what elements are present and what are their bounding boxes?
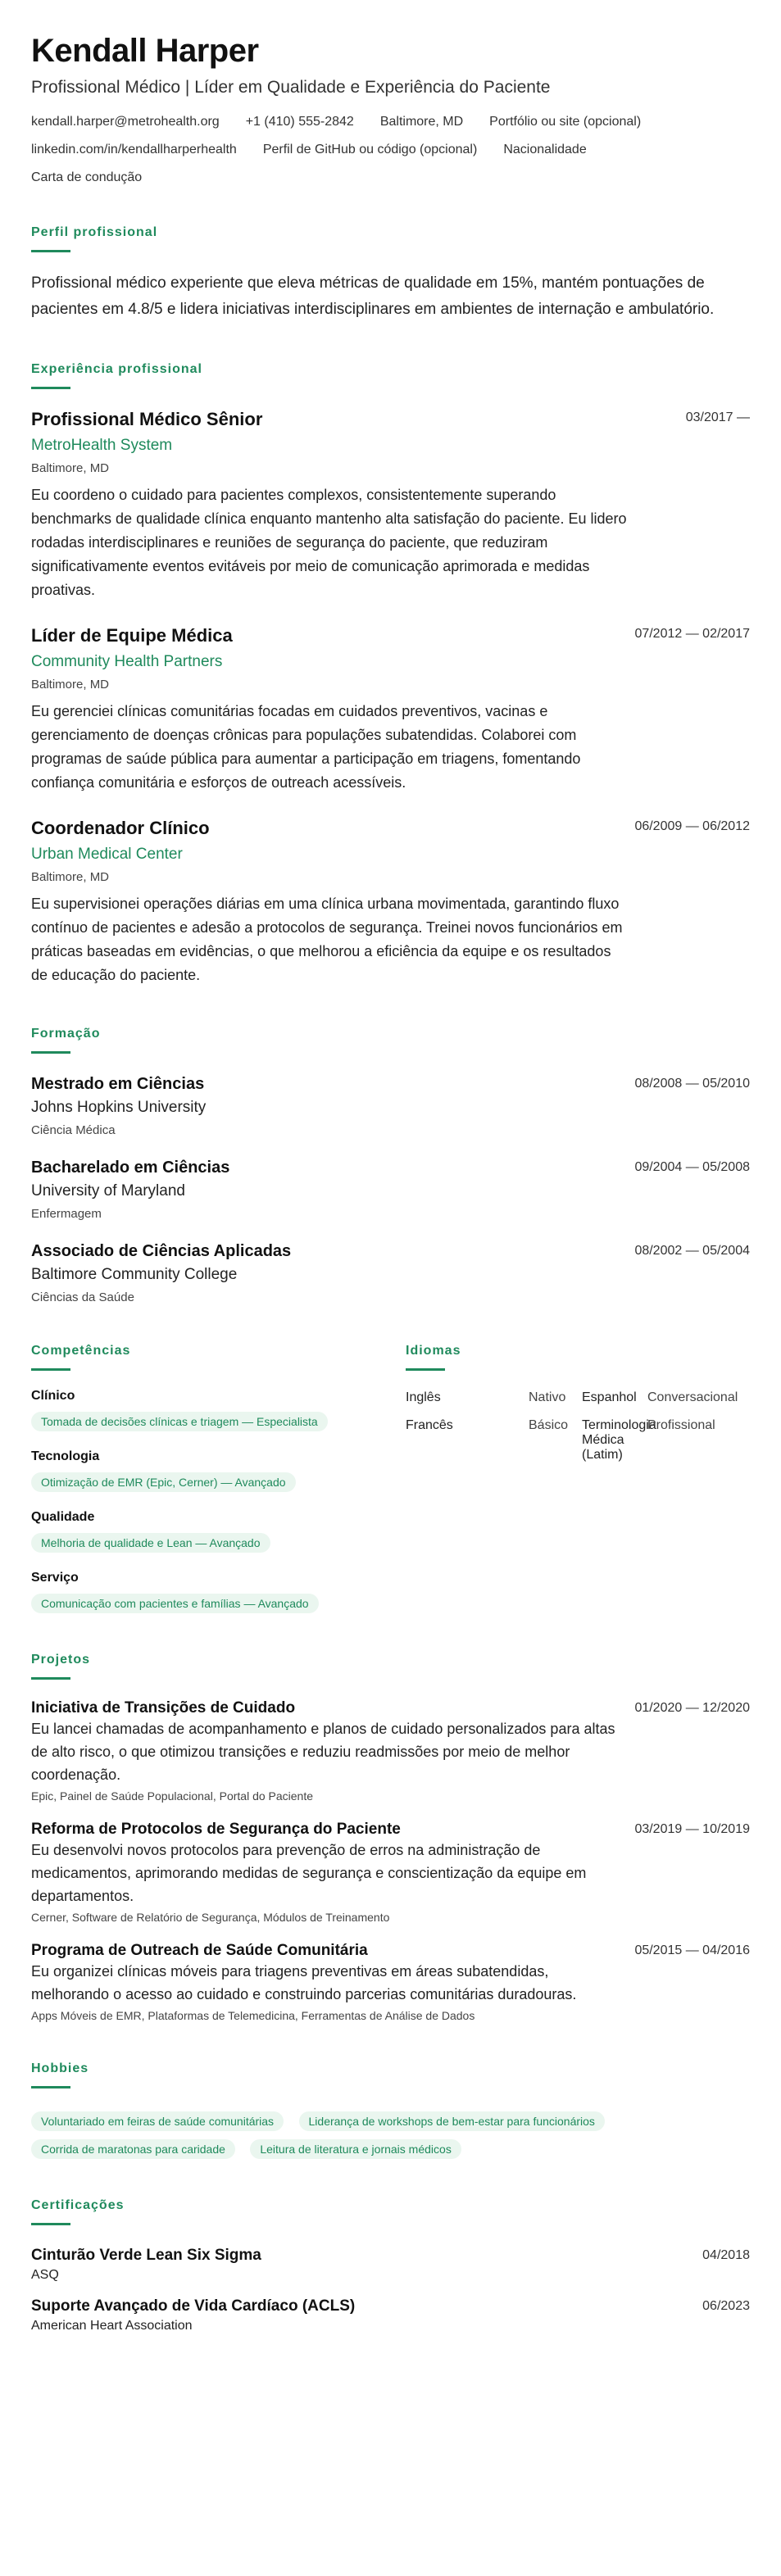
education-date: 09/2004 — 05/2008: [634, 1159, 750, 1174]
education-entry: [31, 1242, 750, 1304]
skill-group: [31, 1571, 406, 1613]
skill-tag: Melhoria de qualidade e Lean — Avançado: [31, 1533, 270, 1553]
skill-tag: Tomada de decisões clínicas e triagem — Especialista: [31, 1412, 328, 1431]
job-description: Eu supervisionei operações diárias em uma clínica urbana movimentada, garantindo fluxo contínuo de pacientes e adesão a protocolos de segurança. Treinei novos funcionários em práticas baseadas em evidências, o que melhorou a eficiência da equipe e os resultados de educação do paciente.: [31, 895, 623, 983]
project-entry: [31, 1699, 750, 1803]
education-entry: [31, 1075, 750, 1137]
job-location: Baltimore, MD: [31, 460, 110, 475]
section-title-education: Formação: [31, 1027, 100, 1054]
school-name: University of Maryland: [31, 1181, 185, 1200]
project-technologies: Epic, Painel de Saúde Populacional, Portal do Paciente: [31, 1789, 314, 1803]
job-title: Coordenador Clínico: [31, 817, 210, 838]
education-date: 08/2002 — 05/2004: [634, 1243, 750, 1258]
job-location: Baltimore, MD: [31, 869, 110, 884]
company-name: Community Health Partners: [31, 652, 223, 670]
skills-section: [31, 1304, 406, 1613]
contact-portfolio[interactable]: Portfólio ou site (opcional): [489, 114, 642, 129]
skill-category: Clínico: [31, 1388, 75, 1403]
contact-nationality: Nacionalidade: [503, 142, 587, 156]
languages-list: [406, 1390, 750, 1463]
contact-location: Baltimore, MD: [379, 114, 464, 129]
contact-email[interactable]: kendall.harper@metrohealth.org: [31, 114, 220, 129]
project-date: 05/2015 — 04/2016: [634, 1943, 750, 1957]
skill-category: Tecnologia: [31, 1449, 100, 1463]
language-level: Nativo: [529, 1390, 566, 1404]
languages-section: [406, 1304, 750, 1613]
contact-phone[interactable]: +1 (410) 555-2842: [245, 114, 354, 129]
certification-date: 06/2023: [702, 2298, 750, 2313]
section-title-profile: Perfil profissional: [31, 225, 157, 252]
certification-date: 04/2018: [702, 2247, 750, 2262]
section-title-experience: Experiência profissional: [31, 362, 202, 389]
language-name: Espanhol: [582, 1390, 637, 1404]
section-title-hobbies: Hobbies: [31, 2061, 89, 2088]
degree-title: Mestrado em Ciências: [31, 1074, 205, 1093]
education-entry: [31, 1159, 750, 1221]
job-description: Eu gerenciei clínicas comunitárias focadas em cuidados preventivos, vacinas e gerenciamento de doenças crônicas para populações subatendidas. Colaborei com programas de saúde pública para aumentar a participação em triagens, fomentando confiança comunitária e esforços de outreach acessíveis.: [31, 702, 581, 791]
skills-languages-row: [31, 1304, 750, 1613]
candidate-headline: Profissional Médico | Líder em Qualidade e Experiência do Paciente: [31, 77, 551, 97]
language-level: Profissional: [647, 1417, 715, 1432]
experience-section: [31, 323, 750, 987]
experience-entry: [31, 625, 750, 795]
certification-title: Suporte Avançado de Vida Cardíaco (ACLS): [31, 2297, 356, 2315]
certification-entry: [31, 2247, 750, 2283]
school-name: Johns Hopkins University: [31, 1098, 207, 1116]
hobbies-section: [31, 2022, 750, 2159]
profile-summary: Profissional médico experiente que eleva métricas de qualidade em 15%, mantém pontuações de pacientes em 4.8/5 e lidera iniciativas interdisciplinares em ambientes de internação e ambulatório.: [31, 274, 715, 318]
skill-tag: Comunicação com pacientes e famílias — Avançado: [31, 1594, 319, 1613]
project-title: Programa de Outreach de Saúde Comunitária: [31, 1941, 368, 1959]
language-name: Inglês: [406, 1390, 441, 1404]
job-title: Profissional Médico Sênior: [31, 408, 263, 429]
language-level: Conversacional: [647, 1390, 738, 1404]
contact-info: [31, 114, 687, 186]
certification-org: American Heart Association: [31, 2318, 193, 2333]
hobbies-list: [31, 2103, 687, 2159]
language-name: Francês: [406, 1417, 453, 1432]
certification-org: ASQ: [31, 2267, 59, 2282]
experience-date: 03/2017 —: [685, 410, 750, 424]
contact-linkedin[interactable]: linkedin.com/in/kendallharperhealth: [31, 142, 237, 156]
certification-entry: [31, 2297, 750, 2333]
company-name: MetroHealth System: [31, 436, 173, 454]
project-entry: [31, 1821, 750, 1924]
hobby-tag: Voluntariado em feiras de saúde comunitárias: [31, 2111, 284, 2131]
project-description: Eu organizei clínicas móveis para triagens preventivas em áreas subatendidas, melhorando o acesso ao cuidado e construindo parcerias comunitárias duradouras.: [31, 1962, 577, 2002]
hobby-tag: Liderança de workshops de bem-estar para funcionários: [299, 2111, 605, 2131]
field-of-study: Ciência Médica: [31, 1122, 116, 1137]
skill-group: [31, 1510, 406, 1553]
project-technologies: Apps Móveis de EMR, Plataformas de Telemedicina, Ferramentas de Análise de Dados: [31, 2008, 475, 2022]
skill-group: [31, 1389, 406, 1431]
profile-section: [31, 186, 750, 323]
school-name: Baltimore Community College: [31, 1265, 238, 1283]
skill-tag: Otimização de EMR (Epic, Cerner) — Avançado: [31, 1472, 296, 1492]
section-title-languages: Idiomas: [406, 1344, 461, 1371]
company-name: Urban Medical Center: [31, 845, 183, 863]
job-title: Líder de Equipe Médica: [31, 624, 233, 646]
project-date: 01/2020 — 12/2020: [634, 1700, 750, 1715]
project-date: 03/2019 — 10/2019: [634, 1821, 750, 1836]
degree-title: Associado de Ciências Aplicadas: [31, 1241, 292, 1260]
hobby-tag: Leitura de literatura e jornais médicos: [250, 2139, 461, 2159]
job-location: Baltimore, MD: [31, 677, 110, 692]
candidate-name: Kendall Harper: [31, 33, 259, 69]
certification-title: Cinturão Verde Lean Six Sigma: [31, 2246, 261, 2264]
education-date: 08/2008 — 05/2010: [634, 1076, 750, 1091]
project-description: Eu desenvolvi novos protocolos para prevenção de erros na administração de medicamentos, aprimorando medidas de segurança e conscientização da equipe em departamentos.: [31, 1841, 587, 1904]
experience-entry: [31, 409, 750, 602]
section-title-skills: Competências: [31, 1344, 130, 1371]
project-description: Eu lancei chamadas de acompanhamento e planos de cuidado personalizados para altas de alto risco, o que otimizou transições e reduziu readmissões por meio de melhor coordenação.: [31, 1720, 615, 1783]
language-name: Terminologia Médica (Latim): [582, 1417, 656, 1462]
experience-entry: [31, 818, 750, 987]
section-title-projects: Projetos: [31, 1653, 90, 1680]
project-entry: [31, 1942, 750, 2022]
contact-github[interactable]: Perfil de GitHub ou código (opcional): [262, 142, 478, 156]
experience-date: 06/2009 — 06/2012: [634, 819, 750, 833]
skill-category: Qualidade: [31, 1509, 95, 1524]
job-description: Eu coordeno o cuidado para pacientes complexos, consistentemente superando benchmarks de qualidade clínica enquanto mantenho alta satisfação do paciente. Eu lidero rodadas interdisciplinares e reuniões de segurança do paciente, que reduziram significativamente eventos evitáveis por meio de comunicação aprimorada e medidas proativas.: [31, 486, 627, 598]
certifications-section: [31, 2159, 750, 2333]
project-title: Iniciativa de Transições de Cuidado: [31, 1698, 296, 1717]
section-title-certifications: Certificações: [31, 2198, 125, 2225]
project-technologies: Cerner, Software de Relatório de Segurança, Módulos de Treinamento: [31, 1910, 390, 1924]
projects-section: [31, 1613, 750, 2022]
experience-date: 07/2012 — 02/2017: [634, 626, 750, 641]
education-section: [31, 987, 750, 1304]
contact-license: Carta de condução: [31, 170, 143, 184]
field-of-study: Ciências da Saúde: [31, 1290, 134, 1304]
skill-category: Serviço: [31, 1570, 79, 1585]
degree-title: Bacharelado em Ciências: [31, 1158, 230, 1177]
hobby-tag: Corrida de maratonas para caridade: [31, 2139, 235, 2159]
project-title: Reforma de Protocolos de Segurança do Paciente: [31, 1820, 401, 1838]
resume-header: [31, 33, 750, 186]
language-level: Básico: [529, 1417, 569, 1432]
skill-group: [31, 1449, 406, 1492]
field-of-study: Enfermagem: [31, 1206, 102, 1221]
